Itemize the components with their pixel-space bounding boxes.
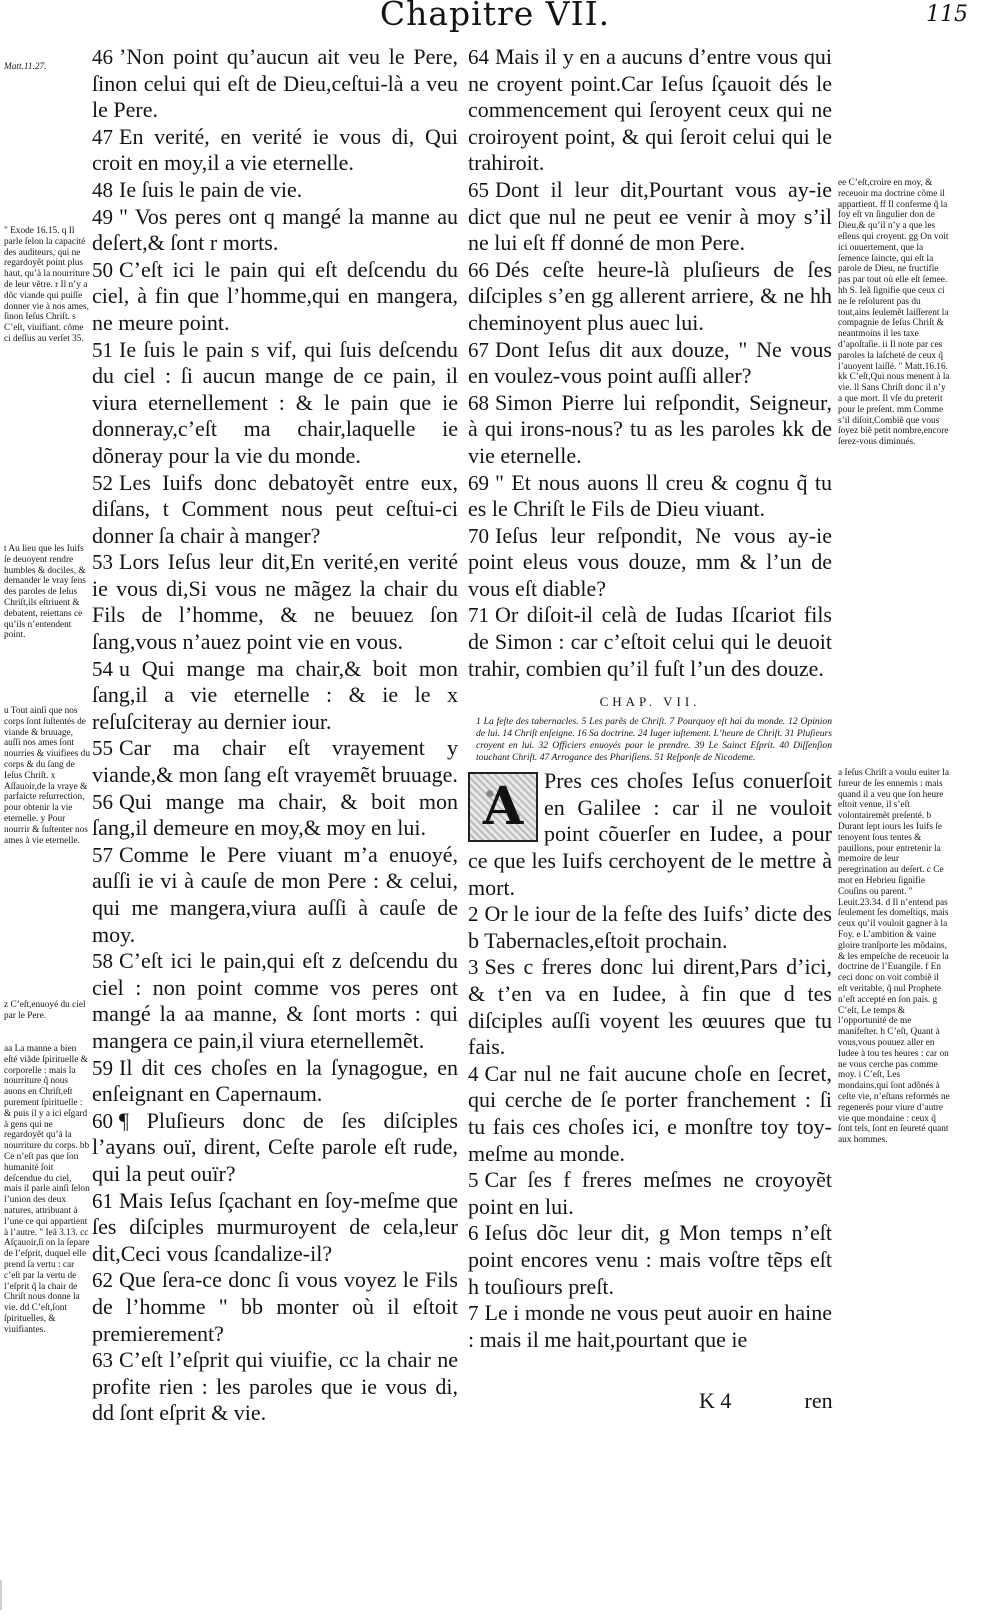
verse-number: 67 [468, 337, 489, 362]
margin-note: u Tout ainſi que nos corps ſont ſuſtentés de viande & bruuage, auſſi nos ames ſont nourries & viuifiees du corps & du ſang de Ieſus Chriſt. x Aſſauoir,de la vraye & parfaicte reſurrection, pour obtenir la vie eternelle. y Pour nourrir & ſuſtenter nos ames à vie eternelle. [4, 706, 90, 846]
verse-number: 64 [468, 45, 489, 69]
verse-text: Or le iour de la feſte des Iuifs’ dicte des b Tabernacles,eſtoit prochain. [468, 901, 832, 953]
verse-text: Ieſus leur reſpondit, Ne vous ay-ie point eleus vous douze, mm & l’un de vous eſt diable? [468, 522, 832, 601]
verse-number: 3 [468, 955, 479, 980]
verse-number: 61 [92, 1188, 113, 1213]
verse-text: u Qui mange ma chair,& boit mon ſang,il a vie eternelle : & ie le x reſuſciteray au dernier iour. [92, 655, 458, 734]
verse [92, 735, 458, 788]
verse [92, 124, 458, 177]
right-margin-notes [838, 768, 950, 1146]
verse-text: Ie ſuis le pain de vie. [119, 176, 303, 202]
margin-note: Matt.11.27. [4, 62, 47, 72]
verse-number: 6 [468, 1221, 479, 1246]
verse-number: 66 [468, 257, 489, 282]
catchword-line [699, 1388, 959, 1414]
verse-text: Les Iuifs donc debatoyẽt entre eux, diſans, t Comment nous peut ceſtui-ci donner ſa chair à manger? [92, 469, 458, 548]
verse [92, 1108, 458, 1188]
verse [468, 390, 832, 470]
verse [92, 1188, 458, 1268]
right-text-column [468, 44, 832, 1353]
verse-number: 50 [92, 257, 113, 282]
verse-number: 4 [468, 1061, 479, 1086]
left-margin-notes [4, 1000, 90, 1022]
verse-text: Car ma chair eſt vrayement y viande,& mon ſang eſt vrayemẽt bruuage. [92, 735, 458, 788]
verse [92, 177, 458, 204]
signature-mark: K 4 [699, 1388, 732, 1413]
verse [92, 842, 458, 948]
verse [92, 337, 458, 470]
verse-number: 62 [92, 1268, 113, 1293]
verse-text: Dés ceſte heure-là pluſieurs de ſes diſciples s’en gg allerent arriere, & ne hh cheminoyent plus auec lui. [468, 256, 832, 335]
verse [92, 656, 458, 736]
verse-text: " Et nous auons ll creu & cognu q̃ tu es le Chriſt le Fils de Dieu viuant. [468, 469, 832, 522]
verse-text: Simon Pierre lui reſpondit, Seigneur, à qui irons-nous? tu as les paroles kk de vie eternelle. [468, 389, 832, 468]
verse-text: Car nul ne fait aucune choſe en ſecret, qui cerche de ſe porter franchement : ſi tu fais ces choſes ici, e monſtre toy toy-meſme au monde. [468, 1060, 832, 1166]
chapter-heading: CHAP. VII. [599, 694, 701, 710]
verse [468, 1061, 832, 1167]
verse [92, 204, 458, 257]
verse-number: 5 [468, 1168, 479, 1193]
verse-text: Mais Ieſus ſçachant en ſoy-meſme que ſes diſciples murmuroyent de cela,leur dit,Ceci vous ſcandalize-il? [92, 1187, 458, 1266]
running-head: Chapitre VII. [379, 0, 611, 33]
verse-text: " Vos peres ont q mangé la manne au deſert,& ſont r morts. [92, 203, 458, 256]
margin-note: " Exode 16.15. q Il parle ſelon la capacité des auditeurs, qui ne regardoyẽt point plus haut, qu’à la nourriture de leur vẽtre. r Il n’y a dõc viande qui puiſſe donner vie à nos ames, ſinon Ieſus Chriſt. s C’eſt, viuifiant. cõme ci deſſus au verſet 35. [4, 226, 90, 344]
margin-note: aa La manne a bien eſté viãde ſpirituelle & corporelle : mais la nourriture q̃ nous auons en Chriſt,eſt purement ſpirituelle : & puis il y a ici eſgard à gens qui ne regardoyẽt qu’à la nourriture du corps. bb Ce n’eſt pas que ſon humanité ſoit deſcendue du ciel, mais il parle ainſi ſelon l’union des deux natures, attribuant à l’une ce qui appartient à l’autre. " Ieã 3.13. cc Aſçauoir,ſi on la ſepare de l’eſprit, duquel elle prend ſa vertu : car c’eſt par la vertu de l’eſprit q̃ la chair de Chriſt nous donne la vie. dd C’eſt,ſont ſpirituelles, & viuifiantes. [4, 1044, 90, 1335]
verse-number: 7 [468, 1301, 479, 1326]
verse [468, 1220, 832, 1300]
verse-text: En verité, en verité ie vous di, Qui croit en moy,il a vie eternelle. [92, 123, 458, 176]
left-margin-notes [4, 226, 90, 345]
verse-text: Dont Ieſus dit aux douze, " Ne vous en voulez-vous point auſſi aller? [468, 336, 832, 389]
verse-text: Le i monde ne vous peut auoir en haine : mais il me hait,pourtant que ie [468, 1300, 832, 1352]
decorated-initial: A [468, 772, 538, 842]
verse-text: Or diſoit-il celà de Iudas Iſcariot fils de Simon : car c’eſtoit celui qui le deuoit trahir, combien qu’il fuſt l’un des douze. [468, 602, 832, 681]
verse-number: 69 [468, 470, 489, 495]
verse [468, 901, 832, 954]
verse-number: 49 [92, 204, 113, 229]
verse [92, 44, 458, 124]
verse-number: 60 [92, 1108, 113, 1133]
verse-number: 51 [92, 337, 113, 362]
verse-number: 59 [92, 1055, 113, 1080]
verse-text: Ieſus dõc leur dit, g Mon temps n’eſt point encores venu : mais voſtre tẽps eſt h touſiours preſt. [468, 1220, 832, 1299]
margin-note: ee C’eſt,croire en moy, & receuoir ma doctrine cõme il appartient. ff Il conferme q̃ la foy eſt vn ſingulier don de Dieu,& qu’il n’y a que les eſleus qui croyent. gg On voit ici ouuertement, que la ſemence ſaincte, qui eſt la parole de Dieu, ne fructifie pas par tout où elle eſt ſemee. hh S. Ieã ſignifie que ceux ci ne ſe reſolurent pas du tout,ains ſeulemẽt laiſſerent la compagnie de Ieſus Chriſt & neantmoins il les taxe d’apoſtaſie. ii Il note par ces paroles la laſcheté de ceux q̃ l’auoyent laiſſé. " Matt.16.16. kk C’eſt,Qui nous menent à la vie. ll Sans Chriſt donc il n’y a que mort. Il vſe du preterit pour le preſent. mm Comme s’il diſoit,Combiẽ que vous ſoyez biẽ petit nombre,encore ſerez-vous diminués. [838, 178, 950, 448]
verse-number: 63 [92, 1348, 113, 1373]
verse-number: 46 [92, 45, 113, 69]
verse [468, 257, 832, 337]
verse-number: 65 [468, 177, 489, 202]
margin-note: z C’eſt,enuoyé du ciel par le Pere. [4, 1000, 86, 1021]
verse [468, 337, 832, 390]
verse-number: 47 [92, 124, 113, 149]
left-margin-notes [4, 706, 90, 846]
verse-number: 54 [92, 656, 113, 681]
verse-number: 2 [468, 902, 479, 927]
catchword: ren [804, 1388, 833, 1413]
verse-text: Ie ſuis le pain s vif, qui ſuis deſcendu du ciel : ſi aucun mange de ce pain, il viura eternellement : & le pain que ie donneray,c’eſt ma chair,laquelle ie dõneray pour la vie du monde. [92, 336, 458, 468]
verse-number: 48 [92, 177, 113, 202]
chapter-opening [468, 768, 832, 901]
verse-text: Dont il leur dit,Pourtant vous ay-ie dict que nul ne peut ee venir à moy s’il ne lui eſt ff donné de mon Pere. [468, 176, 832, 256]
verse [468, 954, 832, 1060]
left-text-column [92, 44, 458, 1427]
verse [92, 1347, 458, 1427]
verse-text: Qui mange ma chair, & boit mon ſang,il demeure en moy,& moy en lui. [92, 788, 458, 841]
verse-text: C’eſt l’eſprit qui viuifie, cc la chair ne profite rien : les paroles que ie vous di, dd ſont eſprit & vie. [92, 1347, 458, 1426]
scan-edge [0, 1580, 2, 1610]
left-margin-notes [4, 62, 90, 73]
verse [468, 1167, 832, 1220]
verse [92, 470, 458, 550]
verse-text: Que ſera-ce donc ſi vous voyez le Fils de l’homme " bb monter où il eſtoit premierement? [92, 1267, 458, 1346]
verse [92, 948, 458, 1054]
verse-number: 71 [468, 603, 489, 628]
right-margin-notes [838, 178, 950, 448]
chapter-summary: 1 La feſte des tabernacles. 5 Les parẽs de Chriſt. 7 Pourquoy eſt haï du monde. 12 Opinion de lui. 14 Chriſt enſeigne. 16 Sa doctrine. 24 Iuger iuſtement. L’heure de Chriſt. 31 Pluſieurs croyent en lui. 32 Officiers enuoyés pour le prendre. 39 Le Sainct Eſprit. 40 Diſſenſion touchant Chriſt. 47 Arrogance des Phariſiens. 51 Reſponſe de Nicodeme. [476, 716, 832, 764]
verse-text: Mais il y en a aucuns d’entre vous qui ne croyent point.Car Ieſus ſçauoit dés le commencement qui ſeroyent ceux qui ne croiroyent point, & qui ſeroit celui qui le trahiroit. [468, 44, 832, 176]
margin-note: t Au lieu que les Iuifs ſe deuoyent rendre humbles & dociles, & demander le vray ſens des paroles de Ieſus Chriſt,ils eſtriuent & debatent, reiettans ce qu’ils n’entendent point. [4, 544, 86, 641]
margin-note: a Ieſus Chriſt a voulu euiter la fureur de ſes ennemis : mais quand il a veu que ſon heure eſtoit venue, il s’eſt volontairemẽt preſenté. b Durant ſept iours les Iuifs ſe tenoyent ſous tentes & pauillons, pour entretenir la memoire de leur peregrination au deſert. c Ce mot en Hebrieu ſignifie Couſins ou parent. " Leuit.23.34. d Il n’entend pas ſeulement ſes domeſtiqs, mais ceux qu’il vouloit gagner à la Foy. e L’ambition & vaine gloire tranſporte les mõdains, & les empeſche de receuoir la doctrine de l’Euangile. f En ceci donc on voit combiẽ il eſt veritable, q̃ nul Prophete n’eſt accepté en ſon païs. g C’eſt, Le temps & l’opportunité de me manifeſter. h C’eſt, Quant à vous,vous pouuez aller en Iudee à tou tes heures : car on ne vous cerche pas comme moy. i C’eſt, Les mondains,qui ſont adõnés à ceſte vie, n’eſtans reformés ne regenerés pour viure d’autre vie que mondaine : ceux q̃ ſont tels, ſont en ſeureté quant aux hommes. [838, 768, 950, 1146]
verse-number: 57 [92, 842, 113, 867]
verse [468, 1300, 832, 1353]
verse [92, 549, 458, 655]
verse [468, 602, 832, 682]
verse-number: 53 [92, 550, 113, 575]
verse-text: ’Non point qu’aucun ait veu le Pere, ſinon celui qui eſt de Dieu,ceſtui-là a veu le Pere. [92, 44, 458, 123]
verse [468, 44, 832, 177]
verse-text: C’eſt ici le pain qui eſt deſcendu du ciel, à fin que l’homme,qui en mangera, ne meure point. [92, 256, 458, 335]
page-number: 115 [926, 2, 968, 27]
left-margin-notes [4, 544, 90, 641]
verse-text: Comme le Pere viuant m’a enuoyé, auſſi ie vi à cauſe de mon Pere : & celui, qui me mangera,viura auſſi à cauſe de moy. [92, 841, 458, 947]
verse [92, 1267, 458, 1347]
verse-number: 55 [92, 736, 113, 761]
verse-number: 56 [92, 789, 113, 814]
verse-text: Ses c freres donc lui dirent,Pars d’ici, & t’en va en Iudee, à fin que d tes diſciples auſſi voyent les œuures que tu fais. [468, 954, 832, 1060]
verse-text: C’eſt ici le pain,qui eſt z deſcendu du ciel : non point comme vos peres ont mangé la aa manne, & ſont morts : qui mangera ce pain,il viura eternellemẽt. [92, 948, 458, 1053]
verse-text: Il dit ces choſes en la ſynagogue, en enſeignant en Capernaum. [92, 1054, 458, 1107]
verse-number: 70 [468, 523, 489, 548]
verse [468, 523, 832, 603]
verse [92, 789, 458, 842]
left-margin-notes [4, 1044, 90, 1336]
verse [468, 470, 832, 523]
verse [92, 257, 458, 337]
verse-number: 58 [92, 949, 113, 974]
verse-text: ¶ Pluſieurs donc de ſes diſciples l’ayans ouï, dirent, Ceſte parole eſt rude, qui la peut ouïr? [92, 1107, 458, 1186]
verse-number: 52 [92, 470, 113, 495]
verse [92, 1055, 458, 1108]
verse-text: Car ſes f freres meſmes ne croyoyẽt point en lui. [468, 1167, 832, 1219]
verse [468, 177, 832, 257]
verse-number: 68 [468, 390, 489, 415]
opening-verse: Pres ces choſes Ieſus conuerſoit en Galilee : car il ne vouloit point cõuerſer en Iudee, a pour ce que les Iuifs cerchoyent de le mettre à mort. [468, 768, 832, 900]
verse-text: Lors Ieſus leur dit,En verité,en verité ie vous di,Si vous ne mãgez la chair du Fils de l’homme, & ne beuuez ſon ſang,vous n’auez point vie en vous. [92, 549, 458, 655]
